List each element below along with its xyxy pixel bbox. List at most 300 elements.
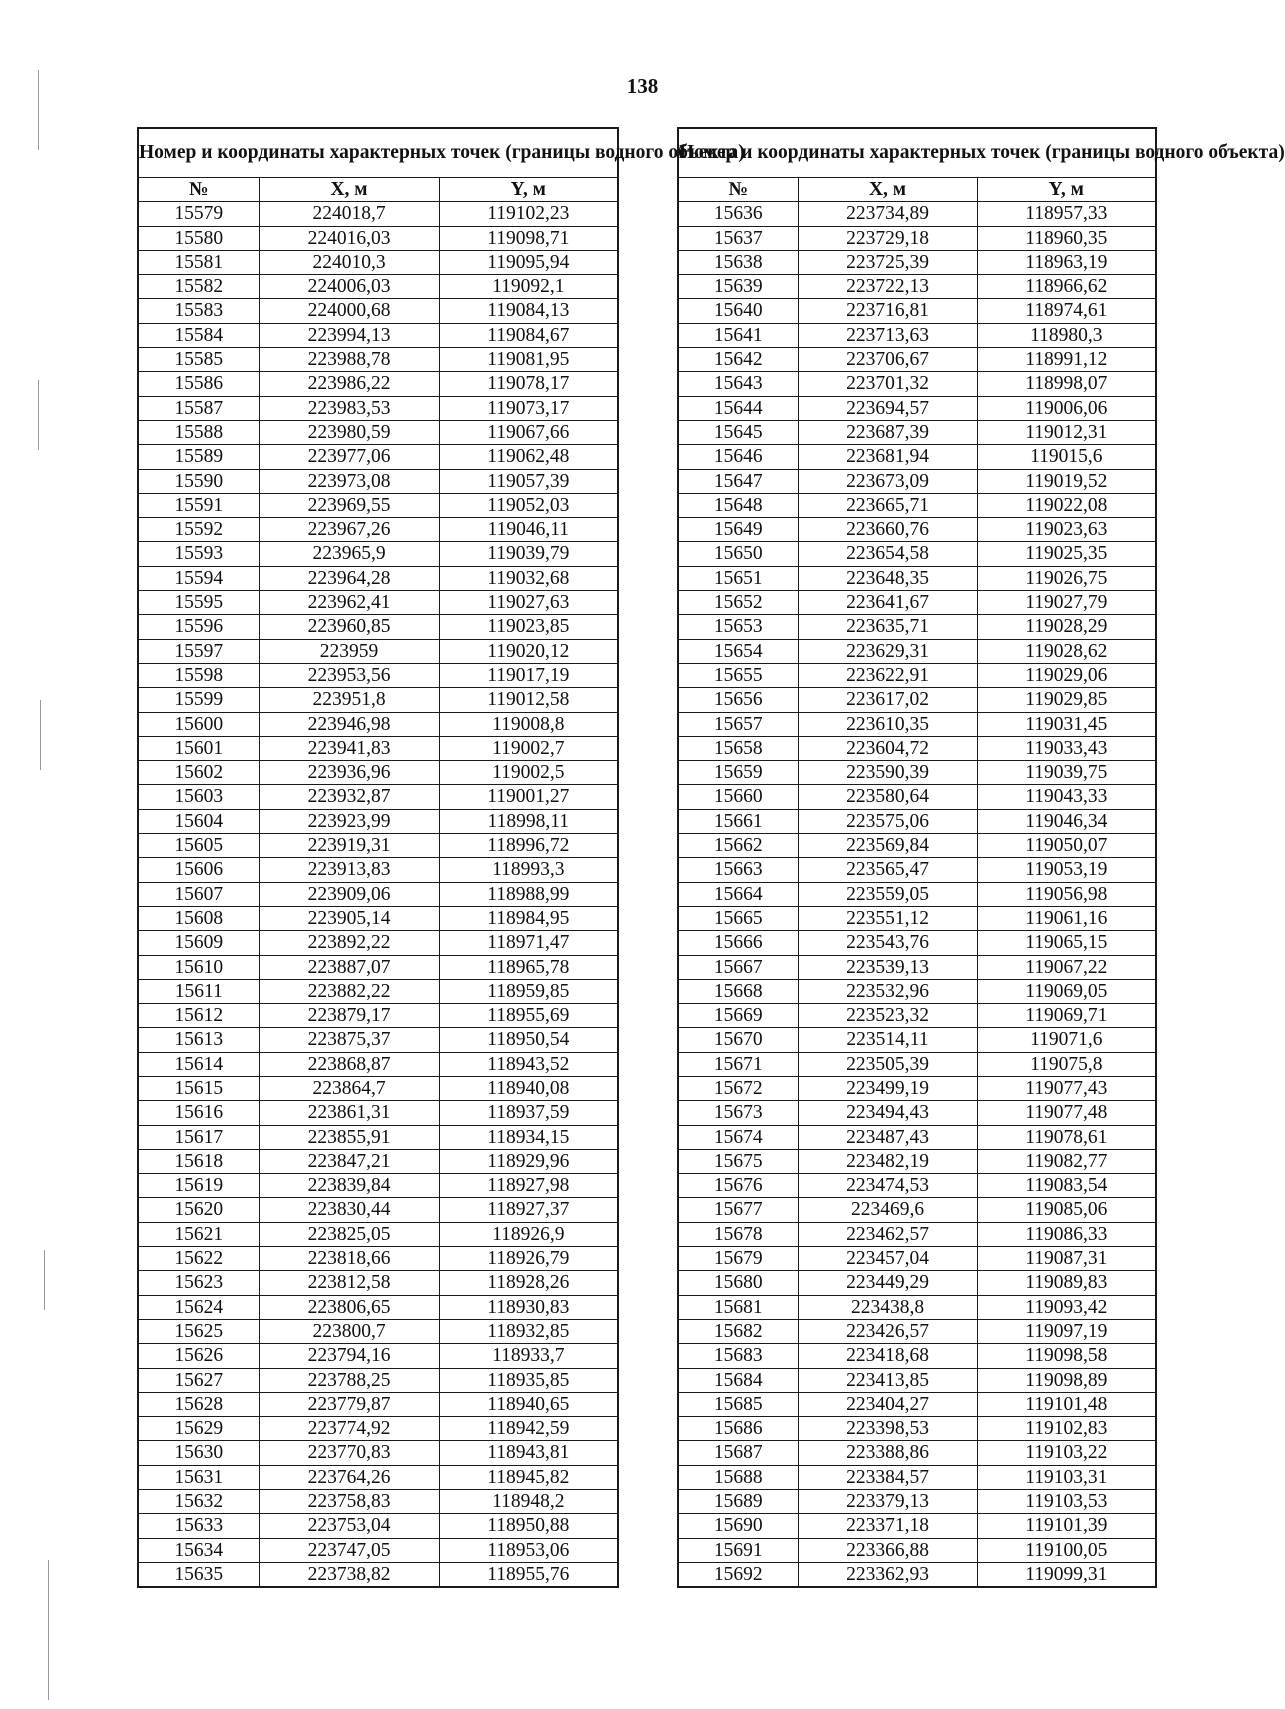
- cell-y-coordinate: 119029,06: [977, 663, 1156, 687]
- cell-point-number: 15612: [138, 1004, 259, 1028]
- table-row: [678, 615, 1156, 639]
- table-row: [138, 1174, 618, 1198]
- cell-y-coordinate: 119026,75: [977, 566, 1156, 590]
- cell-x-coordinate: 223654,58: [798, 542, 977, 566]
- cell-x-coordinate: 223965,9: [259, 542, 439, 566]
- cell-x-coordinate: 223482,19: [798, 1149, 977, 1173]
- cell-y-coordinate: 119065,15: [977, 931, 1156, 955]
- cell-x-coordinate: 223694,57: [798, 396, 977, 420]
- cell-point-number: 15623: [138, 1271, 259, 1295]
- cell-point-number: 15590: [138, 469, 259, 493]
- cell-x-coordinate: 223806,65: [259, 1295, 439, 1319]
- table-row: [138, 615, 618, 639]
- cell-point-number: 15594: [138, 566, 259, 590]
- cell-point-number: 15583: [138, 299, 259, 323]
- cell-y-coordinate: 119002,5: [439, 761, 618, 785]
- cell-y-coordinate: 118950,88: [439, 1514, 618, 1538]
- cell-y-coordinate: 119067,66: [439, 420, 618, 444]
- cell-x-coordinate: 223371,18: [798, 1514, 977, 1538]
- cell-x-coordinate: 223474,53: [798, 1174, 977, 1198]
- cell-x-coordinate: 223753,04: [259, 1514, 439, 1538]
- table-row: [678, 1222, 1156, 1246]
- cell-y-coordinate: 119028,29: [977, 615, 1156, 639]
- cell-y-coordinate: 118942,59: [439, 1417, 618, 1441]
- table-row: [678, 663, 1156, 687]
- cell-point-number: 15648: [678, 493, 798, 517]
- cell-point-number: 15591: [138, 493, 259, 517]
- cell-x-coordinate: 223660,76: [798, 518, 977, 542]
- cell-x-coordinate: 223514,11: [798, 1028, 977, 1052]
- cell-point-number: 15656: [678, 688, 798, 712]
- cell-y-coordinate: 119071,6: [977, 1028, 1156, 1052]
- cell-x-coordinate: 223941,83: [259, 736, 439, 760]
- cell-y-coordinate: 118971,47: [439, 931, 618, 955]
- cell-point-number: 15646: [678, 445, 798, 469]
- cell-y-coordinate: 119017,19: [439, 663, 618, 687]
- cell-point-number: 15658: [678, 736, 798, 760]
- cell-y-coordinate: 118927,98: [439, 1174, 618, 1198]
- table-row: [678, 1004, 1156, 1028]
- cell-point-number: 15606: [138, 858, 259, 882]
- cell-x-coordinate: 223438,8: [798, 1295, 977, 1319]
- cell-point-number: 15664: [678, 882, 798, 906]
- cell-y-coordinate: 118955,76: [439, 1562, 618, 1587]
- cell-point-number: 15672: [678, 1076, 798, 1100]
- cell-y-coordinate: 119023,63: [977, 518, 1156, 542]
- cell-point-number: 15630: [138, 1441, 259, 1465]
- table-caption: Номер и координаты характерных точек (границы водного объекта): [678, 128, 1156, 178]
- cell-y-coordinate: 119103,53: [977, 1490, 1156, 1514]
- cell-x-coordinate: 224000,68: [259, 299, 439, 323]
- column-header-number: №: [138, 178, 259, 202]
- cell-y-coordinate: 119046,34: [977, 809, 1156, 833]
- cell-y-coordinate: 119028,62: [977, 639, 1156, 663]
- cell-point-number: 15582: [138, 275, 259, 299]
- table-row: [678, 275, 1156, 299]
- cell-x-coordinate: 223738,82: [259, 1562, 439, 1587]
- cell-point-number: 15584: [138, 323, 259, 347]
- cell-y-coordinate: 119043,33: [977, 785, 1156, 809]
- cell-point-number: 15621: [138, 1222, 259, 1246]
- cell-y-coordinate: 119101,48: [977, 1392, 1156, 1416]
- cell-y-coordinate: 119084,67: [439, 323, 618, 347]
- cell-x-coordinate: 223641,67: [798, 591, 977, 615]
- scan-margin-mark: [44, 1250, 45, 1310]
- cell-x-coordinate: 223951,8: [259, 688, 439, 712]
- cell-y-coordinate: 119032,68: [439, 566, 618, 590]
- cell-point-number: 15634: [138, 1538, 259, 1562]
- cell-x-coordinate: 223681,94: [798, 445, 977, 469]
- table-caption: Номер и координаты характерных точек (границы водного объекта): [138, 128, 618, 178]
- table-row: [138, 1465, 618, 1489]
- cell-x-coordinate: 223499,19: [798, 1076, 977, 1100]
- scan-margin-mark: [38, 380, 39, 450]
- table-row: [138, 1538, 618, 1562]
- cell-y-coordinate: 119052,03: [439, 493, 618, 517]
- cell-x-coordinate: 223687,39: [798, 420, 977, 444]
- cell-y-coordinate: 118948,2: [439, 1490, 618, 1514]
- cell-y-coordinate: 118993,3: [439, 858, 618, 882]
- cell-point-number: 15688: [678, 1465, 798, 1489]
- cell-x-coordinate: 223794,16: [259, 1344, 439, 1368]
- cell-point-number: 15662: [678, 834, 798, 858]
- cell-x-coordinate: 223449,29: [798, 1271, 977, 1295]
- cell-y-coordinate: 119098,71: [439, 226, 618, 250]
- cell-y-coordinate: 119062,48: [439, 445, 618, 469]
- cell-point-number: 15616: [138, 1101, 259, 1125]
- table-row: [138, 323, 618, 347]
- table-row: [138, 420, 618, 444]
- cell-point-number: 15670: [678, 1028, 798, 1052]
- cell-y-coordinate: 118998,11: [439, 809, 618, 833]
- cell-point-number: 15601: [138, 736, 259, 760]
- cell-y-coordinate: 119002,7: [439, 736, 618, 760]
- cell-x-coordinate: 223960,85: [259, 615, 439, 639]
- cell-y-coordinate: 119012,31: [977, 420, 1156, 444]
- table-row: [678, 712, 1156, 736]
- cell-x-coordinate: 223969,55: [259, 493, 439, 517]
- cell-x-coordinate: 223758,83: [259, 1490, 439, 1514]
- cell-point-number: 15581: [138, 250, 259, 274]
- cell-y-coordinate: 119101,39: [977, 1514, 1156, 1538]
- table-row: [138, 955, 618, 979]
- cell-point-number: 15692: [678, 1562, 798, 1587]
- cell-x-coordinate: 223932,87: [259, 785, 439, 809]
- table-row: [678, 1101, 1156, 1125]
- table-row: [678, 226, 1156, 250]
- cell-point-number: 15632: [138, 1490, 259, 1514]
- table-row: [138, 1490, 618, 1514]
- cell-y-coordinate: 119089,83: [977, 1271, 1156, 1295]
- cell-x-coordinate: 223953,56: [259, 663, 439, 687]
- cell-x-coordinate: 223994,13: [259, 323, 439, 347]
- cell-y-coordinate: 119102,23: [439, 202, 618, 226]
- table-row: [678, 1490, 1156, 1514]
- cell-x-coordinate: 223413,85: [798, 1368, 977, 1392]
- cell-x-coordinate: 223388,86: [798, 1441, 977, 1465]
- cell-point-number: 15586: [138, 372, 259, 396]
- table-row: [678, 785, 1156, 809]
- cell-x-coordinate: 223543,76: [798, 931, 977, 955]
- table-row: [138, 202, 618, 226]
- table-row: [138, 882, 618, 906]
- cell-y-coordinate: 119084,13: [439, 299, 618, 323]
- cell-x-coordinate: 223879,17: [259, 1004, 439, 1028]
- table-row: [138, 979, 618, 1003]
- cell-y-coordinate: 119099,31: [977, 1562, 1156, 1587]
- cell-point-number: 15651: [678, 566, 798, 590]
- cell-x-coordinate: 223559,05: [798, 882, 977, 906]
- cell-x-coordinate: 223983,53: [259, 396, 439, 420]
- cell-y-coordinate: 119067,22: [977, 955, 1156, 979]
- table-row: [138, 663, 618, 687]
- cell-y-coordinate: 118929,96: [439, 1149, 618, 1173]
- cell-x-coordinate: 223800,7: [259, 1319, 439, 1343]
- table-row: [678, 1392, 1156, 1416]
- cell-y-coordinate: 119012,58: [439, 688, 618, 712]
- cell-x-coordinate: 223575,06: [798, 809, 977, 833]
- cell-x-coordinate: 223457,04: [798, 1247, 977, 1271]
- cell-point-number: 15671: [678, 1052, 798, 1076]
- table-row: [678, 1538, 1156, 1562]
- table-row: [138, 372, 618, 396]
- scan-margin-mark: [40, 700, 41, 770]
- cell-y-coordinate: 119093,42: [977, 1295, 1156, 1319]
- table-row: [138, 275, 618, 299]
- table-row: [678, 493, 1156, 517]
- cell-point-number: 15617: [138, 1125, 259, 1149]
- cell-y-coordinate: 118940,08: [439, 1076, 618, 1100]
- table-row: [138, 250, 618, 274]
- table-row: [138, 1514, 618, 1538]
- cell-x-coordinate: 223722,13: [798, 275, 977, 299]
- table-row: [678, 1319, 1156, 1343]
- cell-point-number: 15600: [138, 712, 259, 736]
- cell-point-number: 15613: [138, 1028, 259, 1052]
- table-row: [138, 834, 618, 858]
- table-row: [678, 979, 1156, 1003]
- table-row: [138, 931, 618, 955]
- cell-y-coordinate: 118998,07: [977, 372, 1156, 396]
- table-row: [678, 882, 1156, 906]
- cell-x-coordinate: 223887,07: [259, 955, 439, 979]
- table-row: [138, 785, 618, 809]
- cell-point-number: 15659: [678, 761, 798, 785]
- cell-y-coordinate: 119103,22: [977, 1441, 1156, 1465]
- table-row: [138, 858, 618, 882]
- cell-y-coordinate: 119001,27: [439, 785, 618, 809]
- cell-x-coordinate: 223366,88: [798, 1538, 977, 1562]
- cell-y-coordinate: 118965,78: [439, 955, 618, 979]
- cell-y-coordinate: 118934,15: [439, 1125, 618, 1149]
- table-row: [138, 1441, 618, 1465]
- cell-point-number: 15607: [138, 882, 259, 906]
- table-row: [678, 1028, 1156, 1052]
- table-row: [138, 1004, 618, 1028]
- cell-y-coordinate: 119015,6: [977, 445, 1156, 469]
- cell-y-coordinate: 119083,54: [977, 1174, 1156, 1198]
- table-row: [138, 1247, 618, 1271]
- cell-x-coordinate: 223919,31: [259, 834, 439, 858]
- cell-x-coordinate: 223839,84: [259, 1174, 439, 1198]
- cell-point-number: 15691: [678, 1538, 798, 1562]
- cell-y-coordinate: 119077,43: [977, 1076, 1156, 1100]
- cell-point-number: 15610: [138, 955, 259, 979]
- cell-y-coordinate: 119069,05: [977, 979, 1156, 1003]
- cell-y-coordinate: 119039,75: [977, 761, 1156, 785]
- table-row: [678, 955, 1156, 979]
- table-row: [678, 931, 1156, 955]
- cell-x-coordinate: 223964,28: [259, 566, 439, 590]
- cell-point-number: 15608: [138, 906, 259, 930]
- cell-y-coordinate: 119057,39: [439, 469, 618, 493]
- cell-y-coordinate: 118974,61: [977, 299, 1156, 323]
- cell-x-coordinate: 223847,21: [259, 1149, 439, 1173]
- cell-point-number: 15666: [678, 931, 798, 955]
- cell-x-coordinate: 223622,91: [798, 663, 977, 687]
- cell-y-coordinate: 119078,61: [977, 1125, 1156, 1149]
- table-row: [678, 445, 1156, 469]
- cell-x-coordinate: 223398,53: [798, 1417, 977, 1441]
- cell-x-coordinate: 223946,98: [259, 712, 439, 736]
- cell-point-number: 15675: [678, 1149, 798, 1173]
- cell-y-coordinate: 118926,9: [439, 1222, 618, 1246]
- cell-y-coordinate: 119031,45: [977, 712, 1156, 736]
- cell-y-coordinate: 119086,33: [977, 1222, 1156, 1246]
- cell-x-coordinate: 223462,57: [798, 1222, 977, 1246]
- cell-point-number: 15649: [678, 518, 798, 542]
- cell-point-number: 15602: [138, 761, 259, 785]
- table-row: [678, 688, 1156, 712]
- table-row: [678, 834, 1156, 858]
- table-row: [678, 809, 1156, 833]
- cell-x-coordinate: 223913,83: [259, 858, 439, 882]
- cell-y-coordinate: 118927,37: [439, 1198, 618, 1222]
- cell-y-coordinate: 119092,1: [439, 275, 618, 299]
- cell-y-coordinate: 119085,06: [977, 1198, 1156, 1222]
- cell-point-number: 15685: [678, 1392, 798, 1416]
- cell-point-number: 15627: [138, 1368, 259, 1392]
- cell-point-number: 15652: [678, 591, 798, 615]
- table-row: [138, 1392, 618, 1416]
- table-row: [138, 761, 618, 785]
- cell-point-number: 15680: [678, 1271, 798, 1295]
- cell-x-coordinate: 224010,3: [259, 250, 439, 274]
- cell-y-coordinate: 119082,77: [977, 1149, 1156, 1173]
- cell-x-coordinate: 223967,26: [259, 518, 439, 542]
- table-row: [138, 1028, 618, 1052]
- cell-x-coordinate: 223617,02: [798, 688, 977, 712]
- cell-point-number: 15679: [678, 1247, 798, 1271]
- cell-x-coordinate: 223404,27: [798, 1392, 977, 1416]
- cell-x-coordinate: 223909,06: [259, 882, 439, 906]
- cell-point-number: 15654: [678, 639, 798, 663]
- cell-x-coordinate: 223830,44: [259, 1198, 439, 1222]
- cell-x-coordinate: 223706,67: [798, 348, 977, 372]
- cell-point-number: 15678: [678, 1222, 798, 1246]
- cell-x-coordinate: 223988,78: [259, 348, 439, 372]
- cell-point-number: 15641: [678, 323, 798, 347]
- cell-y-coordinate: 118988,99: [439, 882, 618, 906]
- cell-x-coordinate: 223864,7: [259, 1076, 439, 1100]
- cell-x-coordinate: 223868,87: [259, 1052, 439, 1076]
- cell-point-number: 15684: [678, 1368, 798, 1392]
- cell-y-coordinate: 118937,59: [439, 1101, 618, 1125]
- table-row: [678, 1149, 1156, 1173]
- table-row: [678, 639, 1156, 663]
- cell-point-number: 15597: [138, 639, 259, 663]
- cell-y-coordinate: 118928,26: [439, 1271, 618, 1295]
- table-row: [678, 1368, 1156, 1392]
- cell-x-coordinate: 223788,25: [259, 1368, 439, 1392]
- cell-point-number: 15640: [678, 299, 798, 323]
- table-row: [138, 299, 618, 323]
- cell-x-coordinate: 223729,18: [798, 226, 977, 250]
- cell-y-coordinate: 119095,94: [439, 250, 618, 274]
- cell-y-coordinate: 118926,79: [439, 1247, 618, 1271]
- cell-y-coordinate: 119020,12: [439, 639, 618, 663]
- table-row: [138, 1368, 618, 1392]
- table-row: [138, 809, 618, 833]
- cell-y-coordinate: 119053,19: [977, 858, 1156, 882]
- table-row: [138, 1562, 618, 1587]
- cell-x-coordinate: 223875,37: [259, 1028, 439, 1052]
- cell-point-number: 15639: [678, 275, 798, 299]
- table-row: [678, 469, 1156, 493]
- table-row: [138, 226, 618, 250]
- cell-point-number: 15605: [138, 834, 259, 858]
- table-row: [138, 1052, 618, 1076]
- cell-point-number: 15580: [138, 226, 259, 250]
- table-row: [138, 688, 618, 712]
- cell-y-coordinate: 119103,31: [977, 1465, 1156, 1489]
- cell-y-coordinate: 119069,71: [977, 1004, 1156, 1028]
- table-row: [138, 906, 618, 930]
- cell-point-number: 15635: [138, 1562, 259, 1587]
- cell-y-coordinate: 118945,82: [439, 1465, 618, 1489]
- cell-point-number: 15604: [138, 809, 259, 833]
- cell-x-coordinate: 223505,39: [798, 1052, 977, 1076]
- cell-y-coordinate: 118933,7: [439, 1344, 618, 1368]
- cell-point-number: 15682: [678, 1319, 798, 1343]
- cell-y-coordinate: 118930,83: [439, 1295, 618, 1319]
- cell-point-number: 15637: [678, 226, 798, 250]
- cell-point-number: 15615: [138, 1076, 259, 1100]
- table-row: [138, 1125, 618, 1149]
- cell-y-coordinate: 119077,48: [977, 1101, 1156, 1125]
- table-row: [678, 518, 1156, 542]
- cell-point-number: 15587: [138, 396, 259, 420]
- table-row: [138, 493, 618, 517]
- cell-y-coordinate: 118943,52: [439, 1052, 618, 1076]
- cell-x-coordinate: 223569,84: [798, 834, 977, 858]
- cell-y-coordinate: 119073,17: [439, 396, 618, 420]
- table-row: [678, 1295, 1156, 1319]
- cell-point-number: 15622: [138, 1247, 259, 1271]
- cell-y-coordinate: 119098,89: [977, 1368, 1156, 1392]
- cell-x-coordinate: 223959: [259, 639, 439, 663]
- cell-x-coordinate: 223716,81: [798, 299, 977, 323]
- cell-x-coordinate: 223384,57: [798, 1465, 977, 1489]
- cell-point-number: 15650: [678, 542, 798, 566]
- cell-y-coordinate: 119097,19: [977, 1319, 1156, 1343]
- cell-point-number: 15644: [678, 396, 798, 420]
- table-row: [138, 348, 618, 372]
- cell-point-number: 15645: [678, 420, 798, 444]
- cell-x-coordinate: 223892,22: [259, 931, 439, 955]
- cell-y-coordinate: 118996,72: [439, 834, 618, 858]
- cell-y-coordinate: 119050,07: [977, 834, 1156, 858]
- cell-point-number: 15667: [678, 955, 798, 979]
- table-row: [678, 906, 1156, 930]
- cell-point-number: 15585: [138, 348, 259, 372]
- cell-x-coordinate: 223418,68: [798, 1344, 977, 1368]
- cell-point-number: 15681: [678, 1295, 798, 1319]
- cell-y-coordinate: 119039,79: [439, 542, 618, 566]
- cell-point-number: 15628: [138, 1392, 259, 1416]
- table-row: [678, 1514, 1156, 1538]
- cell-y-coordinate: 119056,98: [977, 882, 1156, 906]
- cell-x-coordinate: 223648,35: [798, 566, 977, 590]
- cell-point-number: 15595: [138, 591, 259, 615]
- cell-x-coordinate: 223590,39: [798, 761, 977, 785]
- cell-x-coordinate: 224016,03: [259, 226, 439, 250]
- cell-x-coordinate: 223764,26: [259, 1465, 439, 1489]
- cell-y-coordinate: 119022,08: [977, 493, 1156, 517]
- cell-x-coordinate: 223494,43: [798, 1101, 977, 1125]
- cell-point-number: 15618: [138, 1149, 259, 1173]
- cell-point-number: 15663: [678, 858, 798, 882]
